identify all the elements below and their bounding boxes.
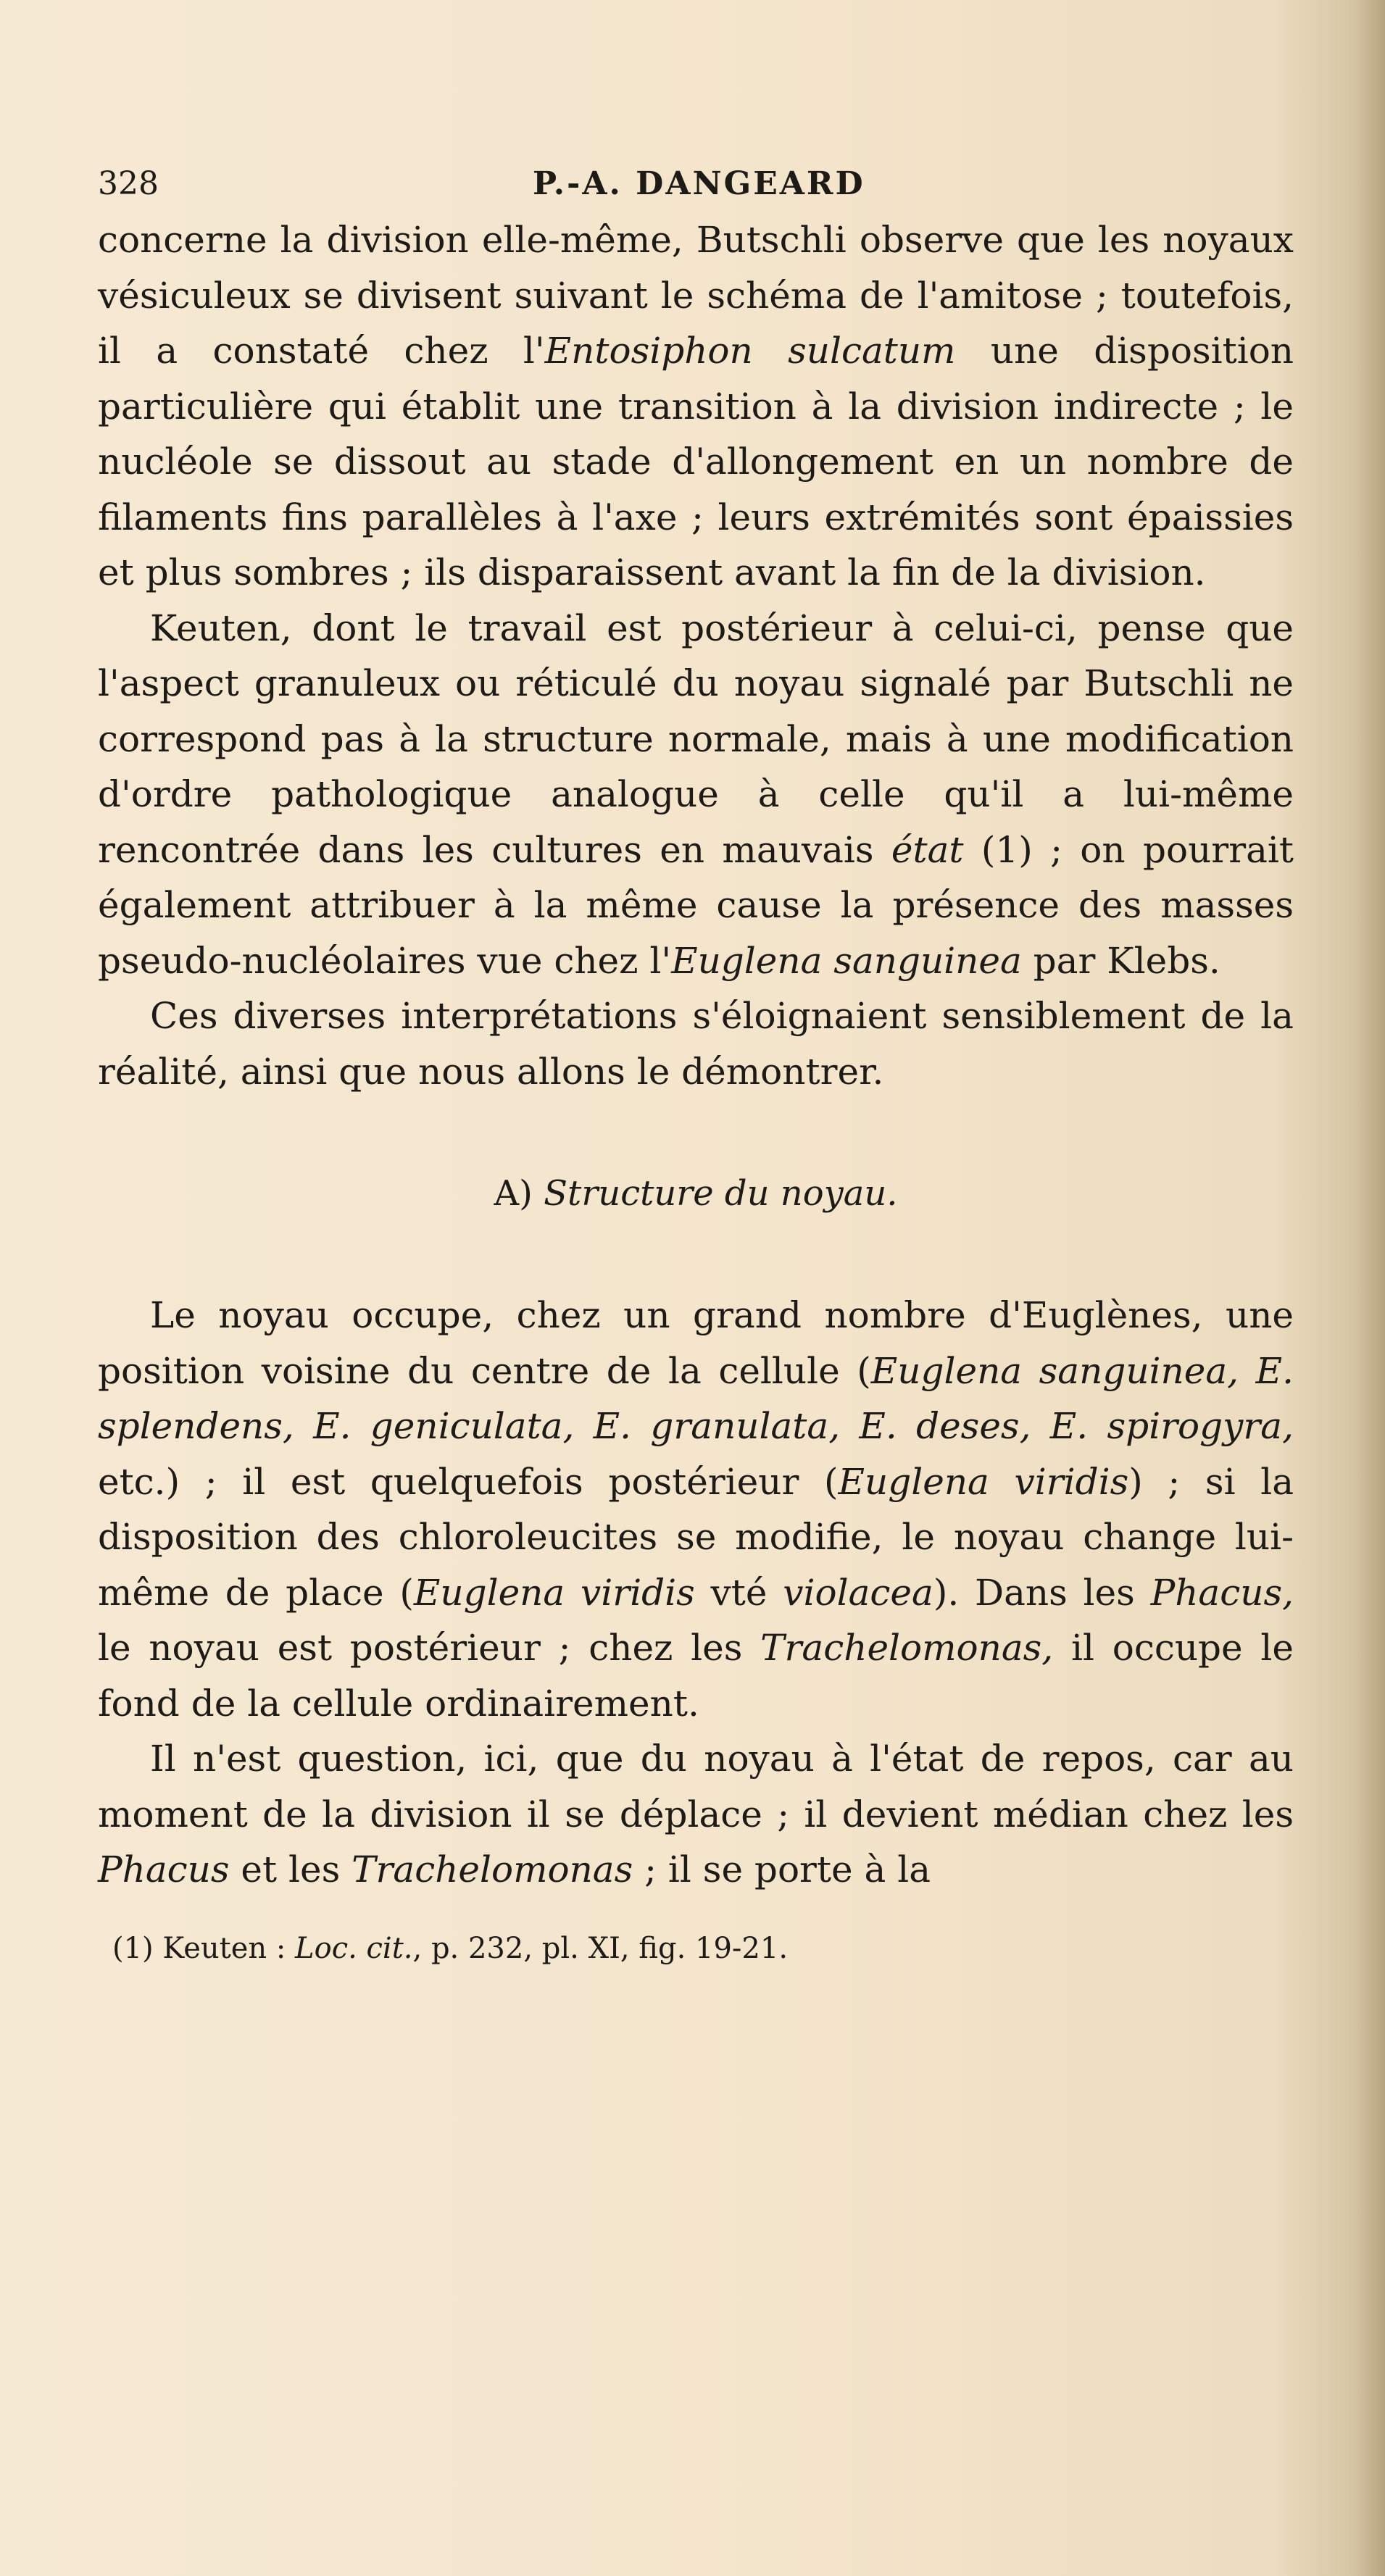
paragraph-text: Keuten, dont le travail est postérieur à celui-ci, pense que l'aspect granuleux ou réticulé du noyau signalé par Butschli ne correspond pas à la structure normale, mais à une modification d'ordre pathologique analogue à celle qu'il a lui-même rencontrée dans les cultures en mauvais [98,607,1294,871]
section-heading [98,1166,1294,1221]
running-head-author: P.-A. DANGEARD [533,165,865,202]
species-name: Euglena viridis [413,1571,695,1614]
paragraph-text: et les [229,1848,352,1891]
species-name: Euglena viridis [838,1460,1129,1503]
text-block [98,156,1294,1970]
paragraph-text: ; il se porte à la [633,1848,931,1891]
paragraph-4 [98,1288,1294,1731]
genus-name: Trachelomonas [352,1848,633,1891]
paragraph-text: le noyau est postérieur ; chez les [98,1627,761,1669]
paragraph-text: vté [694,1571,783,1614]
paragraph-text: il occupe le fond de la cellule ordinairement. [98,1627,1294,1725]
genus-name: Phacus, [1150,1571,1294,1614]
italic-word: état [891,828,964,871]
footnote [98,1927,1294,1970]
paragraph-text: Il n'est question, ici, que du noyau à l'état de repos, car au moment de la division il se déplace ; il devient médian chez les [98,1738,1294,1835]
paragraph-text: etc.) ; il est quelquefois postérieur ( [98,1460,839,1503]
section-label: A) [494,1173,533,1214]
paragraph-1 [98,212,1294,601]
paragraph-3 [98,988,1294,1099]
body-text [98,212,1294,1898]
footnote-citation: Loc. cit. [295,1931,413,1965]
paragraph-text: ) ; si la disposition des chloroleucites se modifie, le noyau change lui-même de place ( [98,1460,1294,1614]
paragraph-2 [98,601,1294,989]
species-name: Entosiphon sulcatum [544,330,956,372]
paragraph-text: (1) ; on pourrait également attribuer à la même cause la présence des masses pseudo-nucléolaires vue chez l' [98,828,1294,982]
paragraph-text: concerne la division elle-même, Butschli observe que les noyaux vésiculeux se divisent suivant le schéma de l'amitose ; toutefois, il a constaté chez l' [98,219,1294,372]
genus-name: Phacus [98,1848,230,1891]
section-title: Structure du noyau. [544,1173,898,1214]
paragraph-text: une disposition particulière qui établit une transition à la division indirecte ; le nucléole se dissout au stade d'allongement en un nombre de filaments fins parallèles à l'axe ; leurs extrémités sont épaissies et plus sombres ; ils disparaissent avant la fin de la division. [98,330,1294,593]
paragraph-5 [98,1731,1294,1898]
footnote-text: Keuten : [153,1931,296,1965]
page-number: 328 [98,165,159,202]
species-list: Euglena sanguinea, E. splendens, E. geniculata, E. granulata, E. deses, E. spirogyra, [98,1349,1294,1447]
paragraph-text: ). Dans les [933,1571,1151,1614]
footnote-text: , p. 232, pl. XI, fig. 19-21. [412,1931,789,1965]
footnote-marker: (1) [112,1931,154,1965]
paragraph-text: par Klebs. [1021,939,1220,982]
page-edge-shadow [1356,0,1385,2576]
species-name: Euglena sanguinea [671,939,1022,982]
genus-name: Trachelomonas, [760,1627,1054,1669]
running-head [98,156,1294,212]
paragraph-text: Ces diverses interprétations s'éloignaient sensiblement de la réalité, ainsi que nous allons le démontrer. [98,995,1294,1093]
species-name: violacea [783,1571,933,1614]
paragraph-text: Le noyau occupe, chez un grand nombre d'Euglènes, une position voisine du centre de la cellule ( [98,1294,1294,1392]
